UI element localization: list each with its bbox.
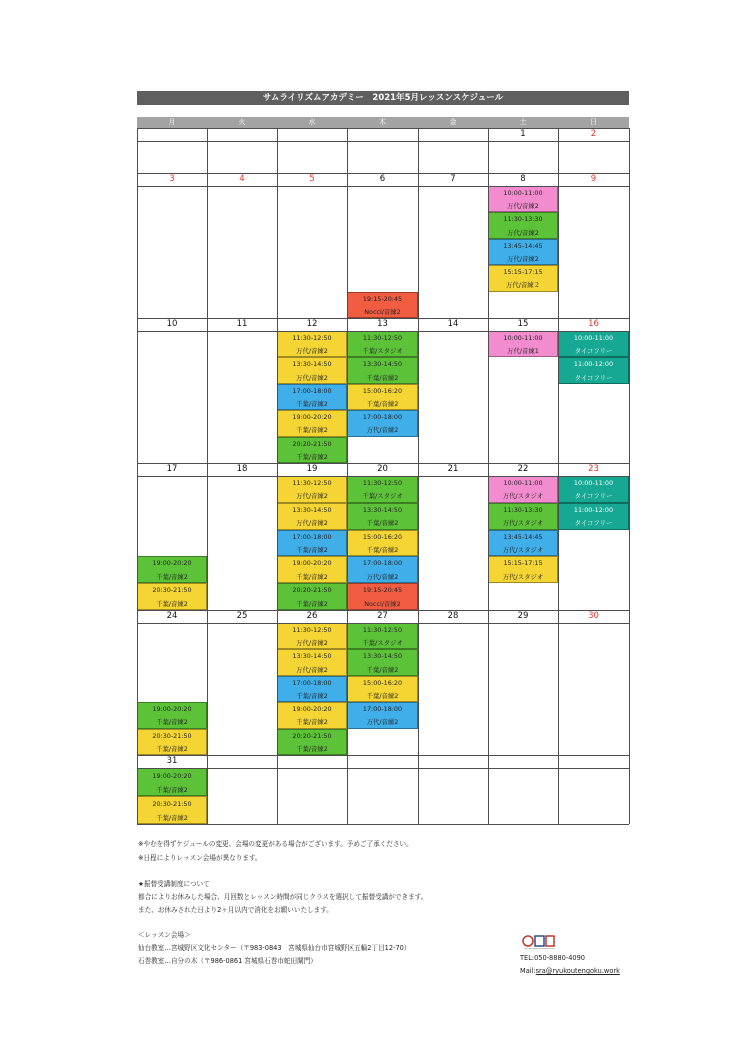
date-number: 27 [377, 611, 388, 621]
lesson-block[interactable] [277, 503, 347, 530]
grid-line-horizontal [137, 173, 629, 174]
date-number [207, 128, 277, 141]
lesson-time: 20:30-21:50 [152, 731, 192, 740]
lesson-block[interactable] [488, 530, 558, 557]
lesson-label: タイコフリー [574, 519, 613, 528]
lesson-time: 17:00-18:00 [362, 559, 403, 568]
lesson-label: 千葉/音練2 [296, 691, 328, 700]
lesson-block[interactable] [277, 676, 347, 702]
date-row-divider [137, 623, 629, 624]
date-number: 4 [239, 174, 245, 184]
lesson-label: 千葉/音練2 [366, 545, 399, 554]
lesson-time: 10:00-11:00 [503, 334, 543, 342]
lesson-time: 11:30-12:50 [292, 626, 332, 634]
grid-line-horizontal [137, 610, 629, 611]
lesson-block[interactable] [347, 384, 418, 410]
lesson-label: 千葉/音練2 [296, 572, 328, 581]
grid-line-horizontal [137, 318, 629, 319]
lesson-time: 13:30-14:50 [362, 505, 403, 514]
lesson-time: 19:00-20:20 [152, 772, 192, 780]
lesson-label: 千葉/音練2 [156, 786, 188, 794]
date-number: 25 [236, 611, 248, 621]
lesson-block[interactable] [277, 410, 347, 436]
lesson-time: 13:30-14:50 [362, 652, 403, 661]
date-number [347, 755, 418, 768]
lesson-block[interactable] [277, 556, 347, 583]
date-number: 11 [236, 319, 248, 329]
date-number: 20 [377, 464, 388, 474]
lesson-label: 千葉/音練2 [366, 399, 399, 408]
date-number [418, 128, 488, 141]
email-link[interactable]: sra@ryukoutengoku.work [535, 967, 620, 975]
grid-line-horizontal [137, 128, 629, 129]
date-number: 28 [447, 611, 459, 621]
lesson-label: 千葉/音練2 [366, 519, 399, 528]
lesson-label: 千葉/音練2 [156, 718, 188, 727]
lesson-block[interactable] [558, 357, 629, 383]
weekday-header: 土 [488, 117, 558, 128]
schedule-calendar [137, 117, 629, 824]
lesson-block[interactable] [488, 186, 558, 212]
lesson-block[interactable] [277, 384, 347, 410]
lesson-block[interactable] [277, 357, 347, 383]
venue-title: ＜レッスン会場＞ [138, 931, 191, 939]
date-number: 22 [517, 464, 529, 474]
lesson-label: 千葉/音練2 [156, 572, 188, 581]
lesson-label: 万代/音練2 [366, 718, 399, 727]
lesson-time: 15:00-16:20 [362, 532, 403, 541]
lesson-label: 千葉/音練2 [366, 691, 399, 700]
date-number [277, 128, 347, 141]
date-number [488, 755, 558, 768]
date-number: 9 [590, 174, 597, 184]
date-number: 30 [588, 611, 599, 621]
date-number [418, 755, 488, 768]
lesson-time: 19:00-20:20 [292, 559, 332, 568]
lesson-label: 千葉/スタジオ [362, 347, 403, 356]
lesson-time: 13:30-14:50 [292, 505, 332, 514]
lesson-label: 千葉/音練2 [296, 399, 328, 408]
transfer-title: ★振替受講制度について [138, 880, 210, 888]
date-number [347, 128, 418, 141]
date-number [137, 128, 207, 141]
lesson-block[interactable] [347, 676, 418, 702]
lesson-label: 万代/音練2 [296, 519, 328, 528]
lesson-time: 11:00-12:00 [573, 360, 614, 369]
lesson-label: 万代/音練2 [366, 572, 399, 581]
date-number [207, 755, 277, 768]
page-title: サムライリズムアカデミー 2021年5月レッスンスケジュール [137, 91, 629, 105]
date-number: 18 [236, 464, 248, 474]
lesson-block[interactable] [277, 583, 347, 610]
lesson-label: 万代/音練2 [296, 639, 328, 648]
date-number: 17 [166, 464, 178, 474]
lesson-label: 万代/音練2 [296, 665, 328, 674]
lesson-label: 千葉/スタジオ [362, 492, 403, 501]
lesson-label: 万代/音練2 [296, 492, 328, 501]
academy-logo [522, 934, 558, 950]
email-line [520, 965, 620, 978]
lesson-block[interactable] [137, 768, 207, 796]
transfer-rule-2: また、お休みされた日より2ヶ月以内で消化をお願いいたします。 [138, 906, 333, 914]
lesson-label: 千葉/音練2 [296, 426, 328, 435]
lesson-label: 万代/音練２ [505, 281, 541, 290]
date-row-divider [137, 186, 629, 187]
lesson-label: 万代/スタジオ [502, 572, 544, 581]
lesson-block[interactable] [277, 649, 347, 675]
lesson-block[interactable] [137, 702, 207, 728]
lesson-label: 万代/音練2 [296, 373, 328, 382]
lesson-label: 千葉/音練2 [296, 599, 328, 608]
lesson-label: 万代/音練2 [507, 202, 539, 211]
lesson-time: 11:30-12:50 [362, 479, 403, 487]
lesson-block[interactable] [488, 331, 558, 357]
lesson-label: 万代/音練2 [296, 347, 328, 356]
lesson-block[interactable] [277, 530, 347, 557]
date-number: 8 [520, 174, 526, 184]
lesson-block[interactable] [347, 331, 418, 357]
date-number: 5 [309, 174, 315, 184]
lesson-time: 17:00-18:00 [362, 705, 403, 714]
lesson-time: 19:00-20:20 [292, 413, 332, 422]
lesson-label: 千葉/音練2 [296, 545, 328, 554]
date-number: 3 [169, 174, 175, 184]
lesson-block[interactable] [347, 410, 418, 436]
lesson-block[interactable] [137, 583, 207, 610]
lesson-label: 千葉/スタジオ [362, 639, 403, 648]
date-number: 29 [517, 611, 529, 621]
lesson-time: 19:00-20:20 [292, 705, 332, 714]
date-number: 15 [517, 319, 529, 329]
weekday-header: 木 [347, 117, 418, 128]
date-number: 19 [306, 464, 318, 474]
lesson-block[interactable] [558, 331, 629, 357]
lesson-block[interactable] [347, 530, 418, 557]
lesson-time: 15:00-16:20 [362, 678, 403, 687]
lesson-time: 11:30-12:50 [362, 334, 403, 342]
lesson-block[interactable] [347, 292, 418, 318]
weekday-header: 水 [277, 117, 347, 128]
lesson-time: 19:15-20:45 [362, 586, 403, 595]
date-row-divider [137, 331, 629, 332]
lesson-block[interactable] [488, 476, 558, 503]
date-number: 12 [306, 319, 318, 329]
lesson-time: 17:00-18:00 [292, 386, 332, 395]
lesson-time: 10:00-11:00 [503, 479, 543, 487]
lesson-block[interactable] [347, 556, 418, 583]
lesson-time: 10:00-11:00 [503, 189, 543, 197]
lesson-block[interactable] [488, 503, 558, 530]
lesson-time: 11:00-12:00 [573, 505, 614, 514]
lesson-block[interactable] [137, 796, 207, 824]
venue-ishinomaki: 石巻教室…自分の木（〒986-0861 宮城県石巻市蛇田閘門） [138, 957, 317, 965]
lesson-time: 13:30-14:50 [292, 360, 332, 369]
lesson-time: 13:45-14:45 [503, 241, 543, 250]
lesson-time: 15:15-17:15 [503, 268, 543, 277]
lesson-block[interactable] [137, 556, 207, 583]
lesson-time: 13:30-14:50 [362, 360, 403, 369]
lesson-time: 15:15-17:15 [503, 559, 543, 568]
lesson-block[interactable] [137, 729, 207, 755]
date-number: 7 [450, 174, 456, 184]
date-number: 1 [520, 129, 526, 139]
date-row-divider [137, 476, 629, 477]
grid-line-horizontal [137, 824, 629, 825]
lesson-block[interactable] [558, 503, 629, 530]
lesson-label: 万代/音練2 [507, 254, 539, 263]
note-venue-differs: ※日程によりレッスン会場が異なります。 [138, 854, 262, 862]
lesson-label: Nocci/音練2 [364, 599, 401, 608]
lesson-block[interactable] [277, 729, 347, 755]
lesson-block[interactable] [277, 437, 347, 463]
lesson-time: 19:00-20:20 [152, 705, 192, 714]
lesson-label: タイコフリー [574, 347, 613, 356]
lesson-label: 万代/スタジオ [502, 519, 544, 528]
date-number: 2 [590, 129, 597, 139]
lesson-label: 千葉/音練2 [156, 814, 188, 822]
lesson-block[interactable] [347, 357, 418, 383]
lesson-time: 13:30-14:50 [292, 652, 332, 661]
date-number: 21 [447, 464, 459, 474]
lesson-block[interactable] [277, 476, 347, 503]
lesson-time: 10:00-11:00 [573, 334, 614, 342]
weekday-header: 日 [558, 117, 629, 128]
date-number: 26 [306, 611, 318, 621]
date-number: 10 [166, 319, 178, 329]
lesson-label: Nocci/音練2 [364, 307, 401, 316]
date-row-divider [137, 768, 629, 769]
lesson-time: 20:20-21:50 [292, 731, 332, 740]
phone-number: TEL:050-8880-4090 [520, 954, 585, 962]
lesson-block[interactable] [488, 556, 558, 583]
lesson-time: 20:20-21:50 [292, 586, 332, 595]
lesson-time: 17:00-18:00 [362, 413, 403, 422]
lesson-label: 千葉/音練2 [296, 744, 328, 753]
lesson-block[interactable] [347, 583, 418, 610]
weekday-header: 金 [418, 117, 488, 128]
lesson-block[interactable] [488, 212, 558, 238]
lesson-block[interactable] [347, 649, 418, 675]
lesson-label: 万代/スタジオ [502, 545, 544, 554]
lesson-label: タイコフリー [574, 373, 613, 382]
lesson-label: 万代/音練2 [366, 426, 399, 435]
transfer-rule-1: 都合によりお休みした場合、月回数とレッスン時間が同じクラスを選択して振替受講ができます。 [138, 893, 428, 901]
lesson-block[interactable] [347, 623, 418, 649]
weekday-header: 月 [137, 117, 207, 128]
grid-line-horizontal [137, 463, 629, 464]
lesson-time: 11:30-13:30 [503, 505, 543, 514]
lesson-time: 15:00-16:20 [362, 386, 403, 395]
venue-sendai: 仙台教室…宮城野区文化センター（〒983-0843 宮城県仙台市宮城野区五輪2丁目12-70） [138, 944, 411, 952]
lesson-label: タイコフリー [574, 492, 613, 501]
lesson-label: 千葉/音練2 [366, 665, 399, 674]
lesson-block[interactable] [277, 331, 347, 357]
contact-info [520, 952, 620, 978]
date-number: 6 [379, 174, 386, 184]
mail-prefix: Mail: [520, 967, 536, 975]
lesson-time: 11:30-13:30 [503, 215, 543, 224]
date-number: 23 [588, 464, 599, 474]
lesson-block[interactable] [347, 702, 418, 728]
date-number: 13 [377, 319, 388, 329]
date-number: 14 [447, 319, 459, 329]
lesson-time: 20:30-21:50 [152, 800, 192, 808]
lesson-time: 19:00-20:20 [152, 559, 192, 568]
lesson-time: 11:30-12:50 [292, 334, 332, 342]
grid-line-horizontal [137, 755, 629, 756]
lesson-time: 11:30-12:50 [362, 626, 403, 634]
date-number: 24 [166, 611, 178, 621]
date-number: 16 [588, 319, 599, 329]
lesson-block[interactable] [347, 503, 418, 530]
lesson-label: 千葉/音練2 [296, 718, 328, 727]
date-number [277, 755, 347, 768]
lesson-block[interactable] [277, 702, 347, 728]
lesson-label: 千葉/音練2 [156, 744, 188, 753]
lesson-time: 13:45-14:45 [503, 532, 543, 541]
lesson-label: 千葉/音練2 [156, 599, 188, 608]
lesson-label: 万代/音練1 [507, 347, 539, 356]
lesson-block[interactable] [488, 239, 558, 265]
lesson-block[interactable] [277, 623, 347, 649]
note-schedule-change: ※やむを得ずケジュールの変更、会場の変更がある場合がございます。予めご了承ください。 [138, 840, 413, 848]
date-row-divider [137, 141, 629, 142]
lesson-time: 17:00-18:00 [292, 532, 332, 541]
lesson-label: 千葉/音練2 [366, 373, 399, 382]
lesson-label: 千葉/音練2 [296, 452, 328, 461]
lesson-time: 17:00-18:00 [292, 678, 332, 687]
lesson-time: 11:30-12:50 [292, 479, 332, 487]
lesson-time: 10:00-11:00 [573, 479, 614, 487]
lesson-block[interactable] [488, 265, 558, 291]
lesson-label: 万代/音練2 [507, 228, 539, 237]
lesson-time: 20:20-21:50 [292, 439, 332, 448]
weekday-header: 火 [207, 117, 277, 128]
lesson-block[interactable] [347, 476, 418, 503]
lesson-block[interactable] [558, 476, 629, 503]
lesson-time: 20:30-21:50 [152, 586, 192, 595]
date-number: 31 [166, 756, 178, 766]
lesson-time: 19:15-20:45 [362, 294, 403, 303]
date-number [558, 755, 629, 768]
lesson-label: 万代/スタジオ [502, 492, 544, 501]
